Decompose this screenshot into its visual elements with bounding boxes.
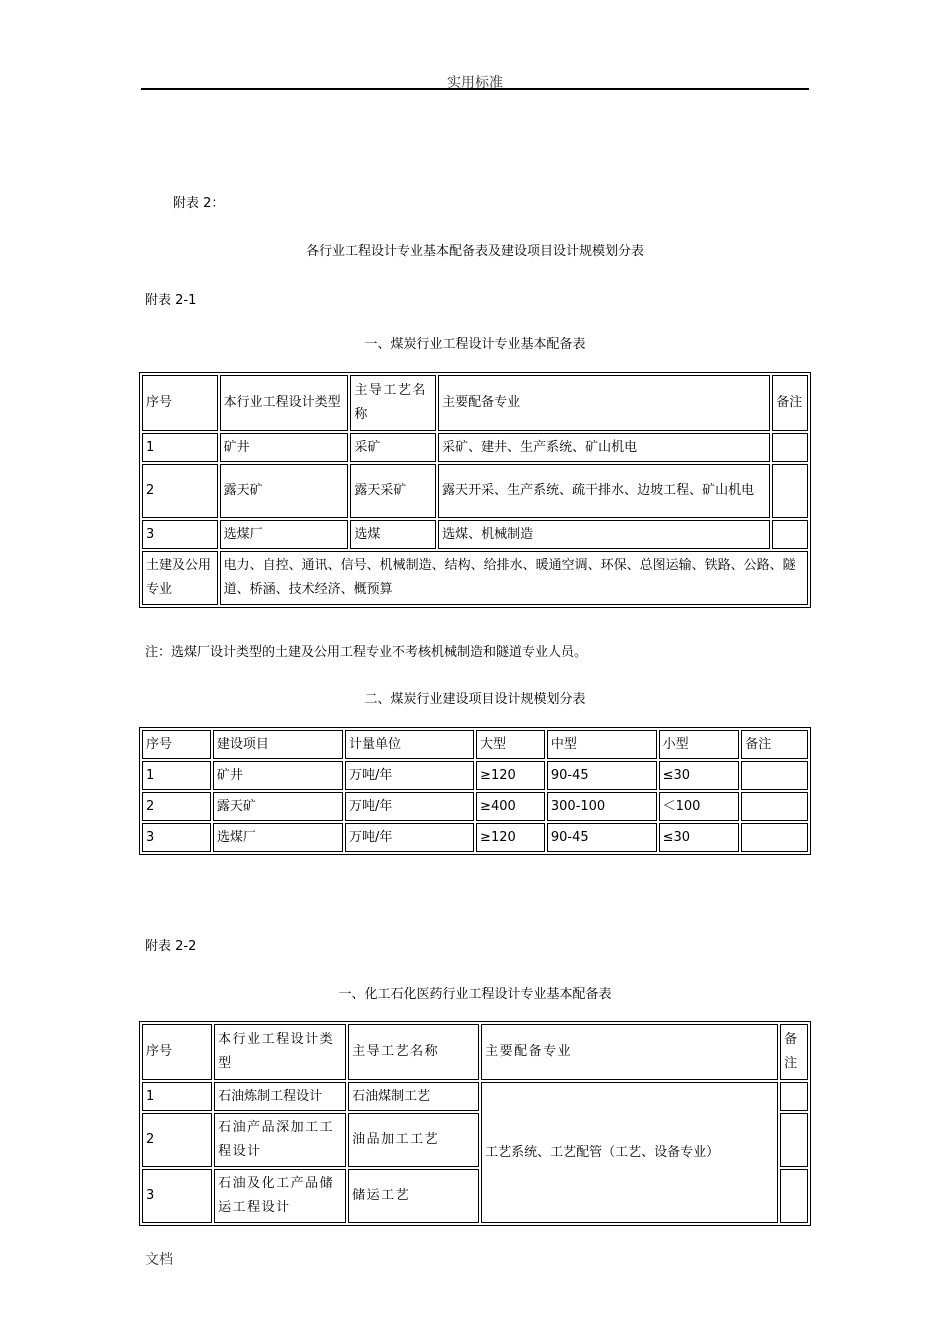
header-divider (141, 88, 809, 90)
table-cell: 3 (142, 520, 218, 549)
table-cell: 露天开采、生产系统、疏干排水、边坡工程、矿山机电 (438, 464, 770, 518)
table-cell: 油品加工工艺 (348, 1113, 479, 1167)
table-cell: ＜100 (659, 792, 740, 821)
coal-note: 注：选煤厂设计类型的土建及公用工程专业不考核机械制造和隧道专业人员。 (145, 645, 588, 660)
table-cell: 储运工艺 (348, 1169, 479, 1223)
table-cell: 300-100 (547, 792, 657, 821)
table-cell: 3 (142, 823, 211, 852)
header-cell: 序号 (142, 375, 218, 431)
table-cell: 矿井 (213, 761, 343, 790)
header-cell: 序号 (142, 730, 211, 759)
table-cell: ≤30 (659, 823, 740, 852)
table-title-chem-specialty: 一、化工石化医药行业工程设计专业基本配备表 (338, 987, 612, 1002)
table-cell (780, 1082, 808, 1111)
civil-specialties-cell: 电力、自控、通讯、信号、机械制造、结构、给排水、暖通空调、环保、总图运输、铁路、公路、隧道、桥涵、技术经济、概预算 (220, 551, 808, 605)
header-cell: 主导工艺名称 (350, 375, 436, 431)
header-cell: 计量单位 (345, 730, 474, 759)
section-label-2-2: 附表 2-2 (145, 939, 197, 954)
header-cell: 本行业工程设计类型 (214, 1024, 346, 1080)
table-cell (772, 464, 808, 518)
header-cell: 小型 (659, 730, 740, 759)
table-cell: 90-45 (547, 761, 657, 790)
header-cell: 主要配备专业 (438, 375, 770, 431)
page-footer: 文档 (145, 1252, 173, 1268)
table-cell: 万吨/年 (345, 761, 474, 790)
table-cell: ≤30 (659, 761, 740, 790)
table-row (142, 1082, 808, 1111)
table-row-civil (142, 551, 808, 605)
table-header-row (142, 730, 808, 759)
table-cell: 露天矿 (213, 792, 343, 821)
table-cell (741, 823, 808, 852)
table-cell: 1 (142, 1082, 212, 1111)
table-cell: 选煤、机械制造 (438, 520, 770, 549)
table-cell: 石油及化工产品储运工程设计 (214, 1169, 346, 1223)
coal-specialty-table (139, 372, 811, 608)
table-cell: 选煤 (350, 520, 436, 549)
page-header: 实用标准 (447, 75, 503, 91)
table-cell: 选煤厂 (220, 520, 349, 549)
header-cell: 主导工艺名称 (348, 1024, 479, 1080)
table-row (142, 520, 808, 549)
table-cell (772, 433, 808, 462)
header-cell: 建设项目 (213, 730, 343, 759)
table-cell (741, 792, 808, 821)
table-row (142, 433, 808, 462)
table-cell: 3 (142, 1169, 212, 1223)
header-cell: 中型 (547, 730, 657, 759)
header-cell: 备注 (780, 1024, 808, 1080)
table-row (142, 464, 808, 518)
table-cell: 2 (142, 792, 211, 821)
header-cell: 本行业工程设计类型 (220, 375, 349, 431)
table-header-row (142, 1024, 808, 1080)
table-cell: 1 (142, 433, 218, 462)
table-cell: 万吨/年 (345, 823, 474, 852)
table-row (142, 792, 808, 821)
header-cell: 序号 (142, 1024, 212, 1080)
table-cell (741, 761, 808, 790)
table-cell (780, 1113, 808, 1167)
coal-scale-table (139, 727, 811, 855)
table-row (142, 761, 808, 790)
table-cell: 采矿 (350, 433, 436, 462)
table-cell: ≥120 (476, 823, 545, 852)
table-cell: 90-45 (547, 823, 657, 852)
table-cell: ≥400 (476, 792, 545, 821)
table-cell (772, 520, 808, 549)
table-title-coal-specialty: 一、煤炭行业工程设计专业基本配备表 (364, 337, 586, 352)
header-cell: 大型 (476, 730, 545, 759)
table-cell: 2 (142, 1113, 212, 1167)
table-cell: 采矿、建井、生产系统、矿山机电 (438, 433, 770, 462)
table-cell: 石油产品深加工工程设计 (214, 1113, 346, 1167)
table-row (142, 823, 808, 852)
table-cell: 万吨/年 (345, 792, 474, 821)
header-cell: 主要配备专业 (481, 1024, 778, 1080)
table-cell: 露天矿 (220, 464, 349, 518)
table-cell: ≥120 (476, 761, 545, 790)
table-cell: 露天采矿 (350, 464, 436, 518)
table-cell: 石油炼制工程设计 (214, 1082, 346, 1111)
merged-specialty-cell: 工艺系统、工艺配管（工艺、设备专业） (481, 1082, 778, 1223)
appendix-label: 附表 2： (173, 196, 225, 211)
table-cell: 1 (142, 761, 211, 790)
civil-label-cell: 土建及公用专业 (142, 551, 218, 605)
chem-specialty-table (139, 1021, 811, 1226)
table-cell: 2 (142, 464, 218, 518)
table-title-coal-scale: 二、煤炭行业建设项目设计规模划分表 (364, 692, 586, 707)
main-title: 各行业工程设计专业基本配备表及建设项目设计规模划分表 (305, 244, 644, 259)
table-cell: 矿井 (220, 433, 349, 462)
table-cell (780, 1169, 808, 1223)
table-cell: 选煤厂 (213, 823, 343, 852)
section-label-2-1: 附表 2-1 (145, 293, 197, 308)
table-cell: 石油煤制工艺 (348, 1082, 479, 1111)
table-header-row (142, 375, 808, 431)
header-cell: 备注 (772, 375, 808, 431)
header-cell: 备注 (741, 730, 808, 759)
